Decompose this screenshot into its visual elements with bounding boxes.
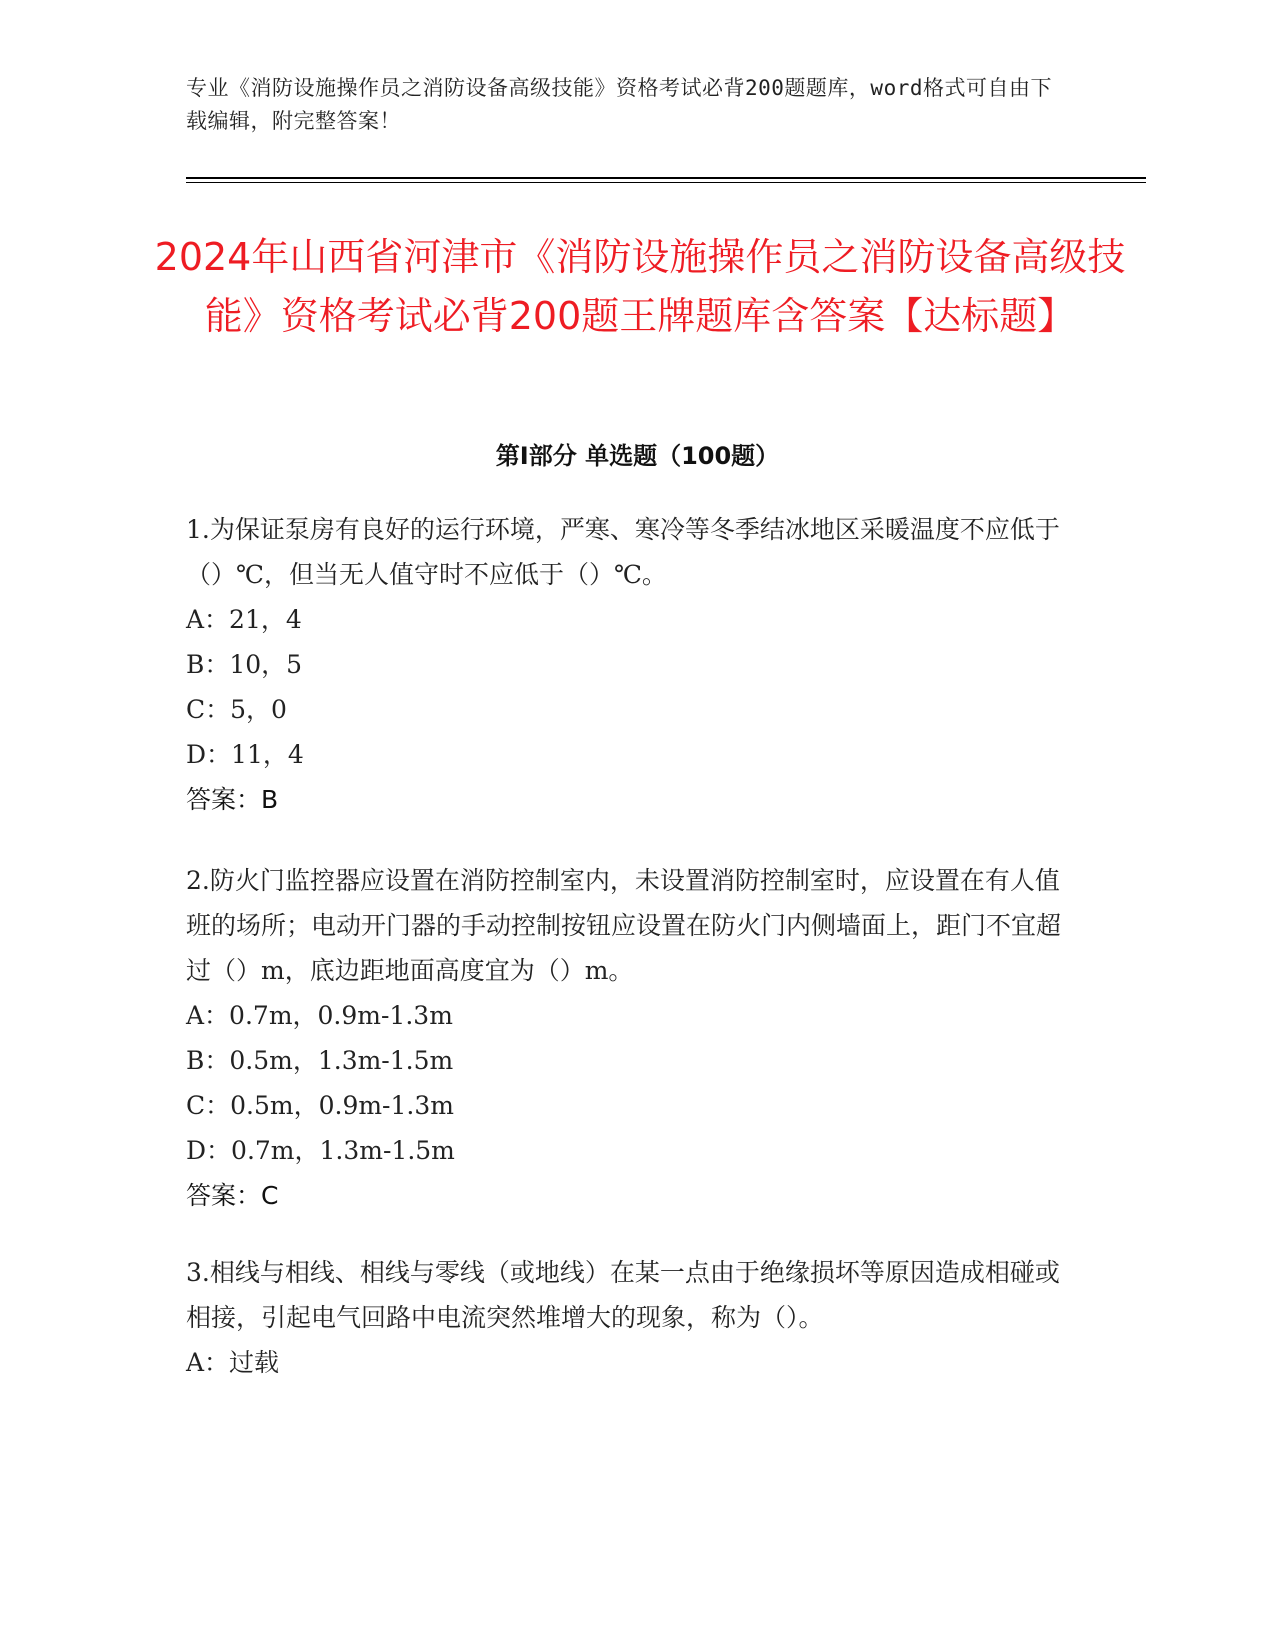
header-divider-thin: [186, 182, 1146, 183]
answer: 答案：B: [186, 785, 279, 814]
section-title: 第I部分 单选题（100题）: [495, 442, 780, 470]
question-stem: 1.为保证泵房有良好的运行环境，严寒、寒冷等冬季结冰地区采暖温度不应低于（）℃，但当无人值守时不应低于（）℃。: [186, 515, 1060, 589]
option-a: A：21，4: [186, 605, 302, 634]
question-stem: 2.防火门监控器应设置在消防控制室内，未设置消防控制室时，应设置在有人值班的场所；电动开门器的手动控制按钮应设置在防火门内侧墙面上，距门不宜超过（）m，底边距地面高度宜为（）m。: [186, 866, 1062, 985]
option-a: A：0.7m，0.9m-1.3m: [186, 1001, 453, 1030]
option-d: D：0.7m，1.3m-1.5m: [186, 1136, 455, 1165]
header-note: 专业《消防设施操作员之消防设备高级技能》资格考试必背200题题库，word格式可自由下载编辑，附完整答案！: [186, 76, 1052, 133]
question-2: [186, 858, 1066, 1218]
document-title: 2024年山西省河津市《消防设施操作员之消防设备高级技能》资格考试必背200题王牌题库含答案【达标题】: [154, 235, 1126, 338]
question-1: [186, 507, 1066, 822]
option-c: C：0.5m，0.9m-1.3m: [186, 1091, 454, 1120]
question-stem: 3.相线与相线、相线与零线（或地线）在某一点由于绝缘损坏等原因造成相碰或相接，引起电气回路中电流突然堆增大的现象，称为（）。: [186, 1258, 1060, 1332]
option-c: C：5，0: [186, 695, 287, 724]
question-3: [186, 1250, 1066, 1385]
header-divider-thick: [186, 177, 1146, 179]
option-b: B：10，5: [186, 650, 303, 679]
option-d: D：11，4: [186, 740, 304, 769]
answer: 答案：C: [186, 1181, 279, 1210]
option-a: A：过载: [186, 1348, 280, 1377]
option-b: B：0.5m，1.3m-1.5m: [186, 1046, 454, 1075]
